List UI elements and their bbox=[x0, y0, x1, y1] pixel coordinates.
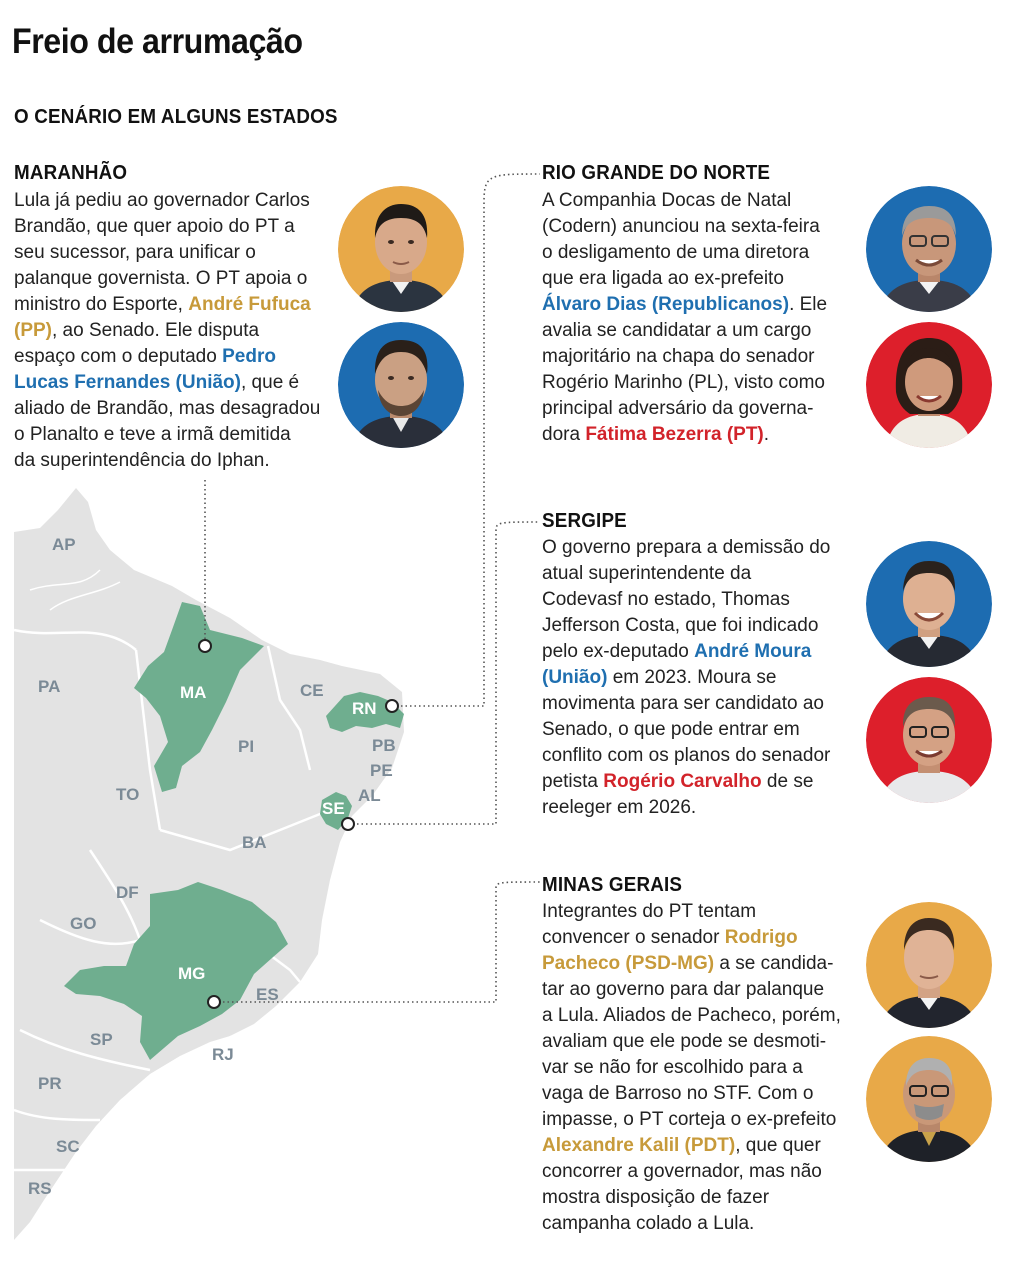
text-line: movimenta para ser candidato ao bbox=[542, 693, 824, 714]
text-segment: . Ele bbox=[789, 294, 828, 315]
text-segment: , que é bbox=[241, 372, 300, 393]
text-line bbox=[542, 422, 827, 448]
text-line: concorrer a governador, mas não bbox=[542, 1161, 822, 1182]
text-line: Lula já pediu ao governador Carlos bbox=[14, 190, 310, 211]
text-segment: ministro do Esporte, bbox=[14, 294, 189, 315]
map-label-ma: MA bbox=[180, 683, 207, 702]
map-label-rs: RS bbox=[28, 1179, 52, 1198]
text-line: Brandão, que quer apoio do PT a bbox=[14, 216, 295, 237]
brazil-region-map bbox=[0, 470, 520, 1270]
text-line: que era ligada ao ex-prefeito bbox=[542, 268, 784, 289]
text-line: seu sucessor, para unificar o bbox=[14, 242, 256, 263]
page-subtitle: O CENÁRIO EM ALGUNS ESTADOS bbox=[14, 106, 338, 128]
map-marker-rn bbox=[386, 700, 398, 712]
map-label-se: SE bbox=[322, 799, 345, 818]
text-segment: a se candida- bbox=[714, 953, 834, 974]
portrait-alexandre-kalil bbox=[866, 1036, 992, 1162]
name-highlight-fufuca: André Fufuca bbox=[188, 294, 311, 315]
text-segment: dora bbox=[542, 424, 586, 445]
text-segment: em 2023. Moura se bbox=[607, 667, 777, 688]
text-line: o desligamento de uma diretora bbox=[542, 242, 810, 263]
text-line: Senado, o que pode entrar em bbox=[542, 719, 800, 740]
section-text-rn bbox=[542, 188, 827, 448]
map-label-es: ES bbox=[256, 985, 279, 1004]
text-line bbox=[542, 769, 830, 795]
text-line bbox=[542, 925, 841, 951]
map-label-pr: PR bbox=[38, 1074, 62, 1093]
text-line: da superintendência do Iphan. bbox=[14, 450, 270, 471]
text-line: mostra disposição de fazer bbox=[542, 1187, 770, 1208]
section-title-sergipe: SERGIPE bbox=[542, 510, 627, 532]
map-land bbox=[14, 488, 404, 1240]
page-title: Freio de arrumação bbox=[12, 22, 303, 61]
map-label-ba: BA bbox=[242, 833, 267, 852]
text-line: Codevasf no estado, Thomas bbox=[542, 589, 790, 610]
text-segment: pelo ex-deputado bbox=[542, 641, 695, 662]
name-highlight-rodrigo: Rodrigo bbox=[724, 927, 798, 948]
party-highlight-uniao: (União) bbox=[542, 667, 608, 688]
text-segment: , ao Senado. Ele disputa bbox=[52, 320, 260, 341]
portrait-rogerio-carvalho bbox=[866, 677, 992, 803]
text-line: Integrantes do PT tentam bbox=[542, 901, 757, 922]
section-text-sergipe bbox=[542, 535, 830, 821]
text-segment: espaço com o deputado bbox=[14, 346, 223, 367]
portrait-andre-fufuca bbox=[338, 186, 464, 312]
name-highlight-alvaro-dias: Álvaro Dias (Republicanos) bbox=[542, 294, 790, 315]
map-marker-mg bbox=[208, 996, 220, 1008]
text-line: atual superintendente da bbox=[542, 563, 752, 584]
text-line: conflito com os planos do senador bbox=[542, 745, 831, 766]
name-highlight-fatima-bezerra: Fátima Bezerra (PT) bbox=[585, 424, 764, 445]
map-marker-maranhao bbox=[199, 640, 211, 652]
portrait-pedro-lucas-fernandes bbox=[338, 322, 464, 448]
map-label-sp: SP bbox=[90, 1030, 113, 1049]
map-label-pb: PB bbox=[372, 736, 396, 755]
map-label-df: DF bbox=[116, 883, 139, 902]
text-line bbox=[14, 370, 320, 396]
text-segment: de se bbox=[761, 771, 814, 792]
text-line: aliado de Brandão, mas desagradou bbox=[14, 398, 321, 419]
name-highlight-alexandre-kalil: Alexandre Kalil (PDT) bbox=[542, 1135, 736, 1156]
party-highlight-pp: (PP) bbox=[14, 320, 52, 341]
map-label-pi: PI bbox=[238, 737, 255, 756]
map-label-pa: PA bbox=[38, 677, 61, 696]
map-label-sc: SC bbox=[56, 1137, 80, 1156]
name-highlight-pacheco: Pacheco (PSD-MG) bbox=[542, 953, 715, 974]
text-line: principal adversário da governa- bbox=[542, 398, 814, 419]
text-line: palanque governista. O PT apoia o bbox=[14, 268, 308, 289]
text-line bbox=[542, 1133, 841, 1159]
text-line: reeleger em 2026. bbox=[542, 797, 697, 818]
section-title-minas: MINAS GERAIS bbox=[542, 874, 683, 896]
text-segment: . bbox=[763, 424, 770, 445]
map-label-rj: RJ bbox=[212, 1045, 234, 1064]
text-line: O governo prepara a demissão do bbox=[542, 537, 831, 558]
name-highlight-pedro-lucas: Lucas Fernandes (União) bbox=[14, 372, 241, 393]
name-highlight-pedro: Pedro bbox=[222, 346, 276, 367]
map-label-rn: RN bbox=[352, 699, 377, 718]
text-line bbox=[14, 318, 320, 344]
text-line: (Codern) anunciou na sexta-feira bbox=[542, 216, 820, 237]
text-line: Jefferson Costa, que foi indicado bbox=[542, 615, 819, 636]
text-line: Rogério Marinho (PL), visto como bbox=[542, 372, 825, 393]
text-segment: , que quer bbox=[735, 1135, 821, 1156]
section-text-minas bbox=[542, 899, 841, 1237]
text-segment: petista bbox=[542, 771, 604, 792]
text-line: majoritário na chapa do senador bbox=[542, 346, 815, 367]
text-line bbox=[542, 951, 841, 977]
text-line bbox=[14, 344, 320, 370]
portrait-fatima-bezerra bbox=[866, 322, 992, 448]
map-label-pe: PE bbox=[370, 761, 393, 780]
name-highlight-rogerio-carvalho: Rogério Carvalho bbox=[603, 771, 762, 792]
section-title-rn: RIO GRANDE DO NORTE bbox=[542, 162, 771, 184]
portrait-andre-moura bbox=[866, 541, 992, 667]
text-line: avalia se candidatar a um cargo bbox=[542, 320, 812, 341]
map-label-to: TO bbox=[116, 785, 140, 804]
text-segment: convencer o senador bbox=[542, 927, 725, 948]
text-line: a Lula. Aliados de Pacheco, porém, bbox=[542, 1005, 841, 1026]
section-text-maranhao bbox=[14, 188, 320, 474]
map-label-go: GO bbox=[70, 914, 97, 933]
text-line bbox=[542, 292, 827, 318]
map-label-ap: AP bbox=[52, 535, 76, 554]
text-line: avaliam que ele pode se desmoti- bbox=[542, 1031, 827, 1052]
section-title-maranhao: MARANHÃO bbox=[14, 162, 128, 184]
text-line bbox=[542, 639, 830, 665]
map-label-mg: MG bbox=[178, 964, 206, 983]
text-line: A Companhia Docas de Natal bbox=[542, 190, 792, 211]
text-line: impasse, o PT corteja o ex-prefeito bbox=[542, 1109, 837, 1130]
text-line bbox=[14, 292, 320, 318]
text-line: vaga de Barroso no STF. Com o bbox=[542, 1083, 814, 1104]
portrait-alvaro-dias bbox=[866, 186, 992, 312]
text-line: var se não for escolhido para a bbox=[542, 1057, 803, 1078]
map-label-al: AL bbox=[358, 786, 381, 805]
text-line: tar ao governo para dar palanque bbox=[542, 979, 825, 1000]
text-line: o Planalto e teve a irmã demitida bbox=[14, 424, 291, 445]
portrait-rodrigo-pacheco bbox=[866, 902, 992, 1028]
text-line: campanha colado a Lula. bbox=[542, 1213, 755, 1234]
text-line bbox=[542, 665, 830, 691]
map-marker-se bbox=[342, 818, 354, 830]
map-label-ce: CE bbox=[300, 681, 324, 700]
name-highlight-andre-moura: André Moura bbox=[694, 641, 812, 662]
